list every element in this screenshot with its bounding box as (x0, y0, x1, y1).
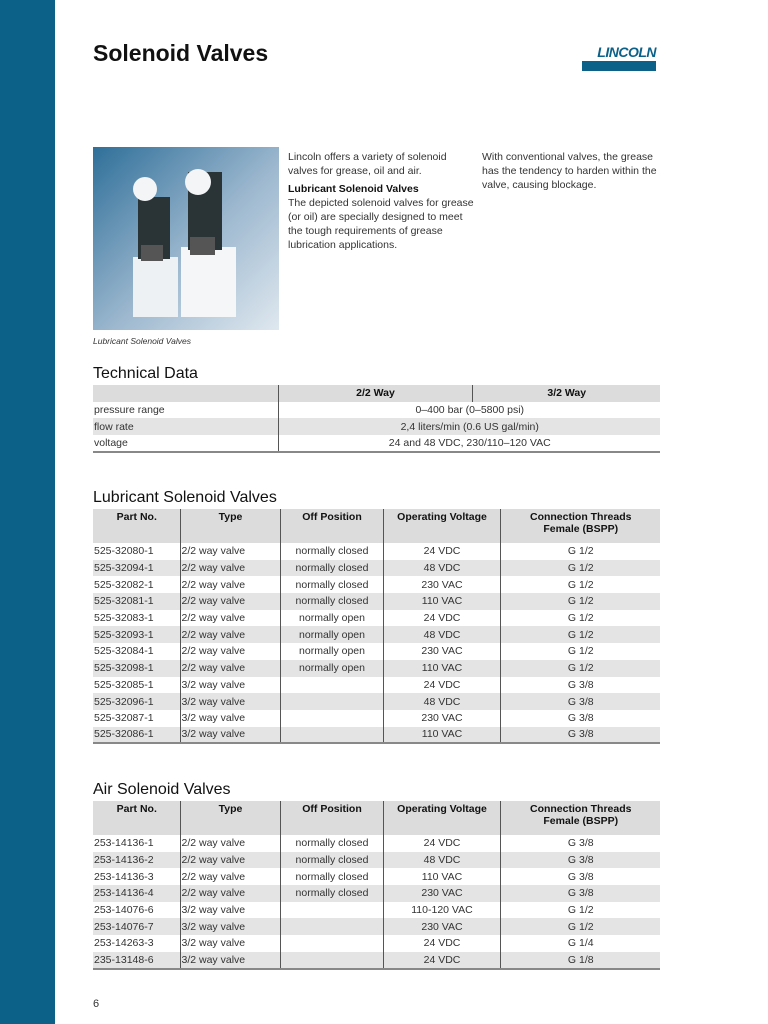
intro-column-1 (288, 150, 478, 252)
cell-off-position (280, 727, 383, 744)
cell-type: 2/2 way valve (180, 610, 280, 627)
cell-type: 3/2 way valve (180, 952, 280, 969)
col-header-type: Type (180, 509, 280, 543)
cell-connection-threads: G 1/2 (500, 626, 660, 643)
table-row (93, 593, 660, 610)
col-header-connection-threads: Connection Threads Female (BSPP) (500, 509, 660, 543)
cell-part-no: 525-32083-1 (94, 612, 154, 625)
table-row (93, 677, 660, 694)
cell-part-no: 525-32098-1 (93, 660, 180, 677)
table-row: voltage 24 and 48 VDC, 230/110–120 VAC (93, 435, 660, 452)
cell-part-no: 253-14076-7 (93, 918, 180, 935)
cell-type: 2/2 way valve (180, 660, 280, 677)
col-header-off-position: Off Position (280, 801, 383, 835)
cell-connection-threads: G 3/8 (500, 852, 660, 869)
cell-part-no: 253-14136-4 (93, 885, 180, 902)
cell-type: 3/2 way valve (180, 693, 280, 710)
cell-part-no: 253-14263-3 (94, 937, 154, 950)
intro-subhead: Lubricant Solenoid Valves (288, 183, 419, 195)
cell-type: 3/2 way valve (180, 935, 280, 952)
table-row: pressure range 0–400 bar (0–5800 psi) (93, 402, 660, 419)
table-row (93, 727, 660, 744)
cell-operating-voltage: 48 VDC (383, 693, 500, 710)
cell-connection-threads: G 3/8 (500, 710, 660, 727)
cell-off-position (280, 693, 383, 710)
cell-operating-voltage: 230 VAC (383, 576, 500, 593)
cell-part-no: 235-13148-6 (93, 952, 180, 969)
cell-operating-voltage: 24 VDC (383, 935, 500, 952)
cell-type: 2/2 way valve (180, 593, 280, 610)
cell-off-position (280, 952, 383, 969)
cell-off-position (280, 710, 383, 727)
col-header-part-no: Part No. (93, 509, 180, 543)
cell-connection-threads: G 1/2 (500, 918, 660, 935)
cell-operating-voltage: 230 VAC (383, 710, 500, 727)
cell-operating-voltage: 110-120 VAC (383, 902, 500, 919)
cell-off-position (280, 935, 383, 952)
table-row (93, 868, 660, 885)
cell-off-position: normally closed (280, 852, 383, 869)
cell-type: 2/2 way valve (180, 868, 280, 885)
table-row (93, 852, 660, 869)
cell-connection-threads: G 1/2 (500, 576, 660, 593)
cell-off-position: normally closed (280, 593, 383, 610)
cell-operating-voltage: 24 VDC (383, 952, 500, 969)
cell-connection-threads: G 1/4 (500, 935, 660, 952)
product-photo (93, 147, 279, 330)
cell-operating-voltage: 230 VAC (383, 885, 500, 902)
header-2-2-way: 2/2 Way (278, 385, 472, 402)
cell-connection-threads: G 3/8 (500, 835, 660, 852)
cell-off-position: normally closed (280, 543, 383, 560)
table-row: flow rate 2,4 liters/min (0.6 US gal/min) (93, 418, 660, 435)
cell-operating-voltage: 110 VAC (383, 727, 500, 744)
col-header-type: Type (180, 801, 280, 835)
cell-connection-threads: G 1/2 (500, 560, 660, 577)
cell-part-no: 253-14136-3 (94, 870, 154, 883)
cell-part-no: 525-32086-1 (93, 727, 180, 744)
cell-off-position: normally closed (280, 560, 383, 577)
sidebar-band (0, 0, 55, 1024)
cell-type: 3/2 way valve (180, 902, 280, 919)
cell-off-position: normally open (280, 610, 383, 627)
cell-type: 3/2 way valve (180, 727, 280, 744)
cell-connection-threads: G 3/8 (500, 677, 660, 694)
cell-part-no: 525-32093-1 (93, 626, 180, 643)
cell-part-no: 525-32080-1 (94, 545, 154, 558)
cell-off-position (280, 902, 383, 919)
cell-part-no: 525-32082-1 (94, 578, 154, 591)
cell-part-no: 525-32096-1 (93, 693, 180, 710)
intro-text: Lincoln offers a variety of solenoid valves for grease, oil and air. (288, 151, 447, 177)
cell-operating-voltage: 48 VDC (383, 560, 500, 577)
cell-type: 2/2 way valve (180, 852, 280, 869)
cell-part-no: 525-32094-1 (93, 560, 180, 577)
table-row (93, 693, 660, 710)
cell-connection-threads: G 3/8 (500, 885, 660, 902)
cell-connection-threads: G 3/8 (500, 868, 660, 885)
cell-operating-voltage: 48 VDC (383, 626, 500, 643)
cell-off-position: normally open (280, 626, 383, 643)
cell-off-position: normally open (280, 660, 383, 677)
cell-type: 2/2 way valve (180, 643, 280, 660)
page-number: 6 (93, 998, 100, 1010)
air-heading: Air Solenoid Valves (93, 781, 231, 798)
cell-connection-threads: G 1/2 (500, 902, 660, 919)
table-row (93, 560, 660, 577)
cell-operating-voltage: 24 VDC (383, 610, 500, 627)
table-row (93, 660, 660, 677)
table-row (93, 626, 660, 643)
cell-off-position (280, 918, 383, 935)
photo-caption: Lubricant Solenoid Valves (93, 336, 191, 346)
cell-type: 2/2 way valve (180, 835, 280, 852)
cell-type: 3/2 way valve (180, 710, 280, 727)
intro-text: The depicted solenoid valves for grease (or oil) are specially designed to meet the tough requirements of grease lubrication applications. (288, 197, 474, 251)
table-row (93, 835, 660, 852)
cell-operating-voltage: 110 VAC (383, 593, 500, 610)
table-row (93, 576, 660, 593)
cell-type: 2/2 way valve (180, 626, 280, 643)
table-row (93, 935, 660, 952)
table-row (93, 885, 660, 902)
cell-part-no: 525-32087-1 (94, 712, 154, 725)
cell-part-no: 253-14076-6 (94, 904, 154, 917)
cell-type: 2/2 way valve (180, 576, 280, 593)
cell-type: 3/2 way valve (180, 918, 280, 935)
cell-operating-voltage: 230 VAC (383, 643, 500, 660)
cell-type: 3/2 way valve (180, 677, 280, 694)
lubricant-heading: Lubricant Solenoid Valves (93, 489, 277, 506)
header-3-2-way: 3/2 Way (472, 385, 660, 402)
cell-operating-voltage: 110 VAC (383, 868, 500, 885)
cell-part-no: 525-32085-1 (94, 678, 154, 691)
cell-type: 2/2 way valve (180, 885, 280, 902)
cell-connection-threads: G 1/8 (500, 952, 660, 969)
cell-part-no: 253-14136-2 (93, 852, 180, 869)
col-header-operating-voltage: Operating Voltage (383, 801, 500, 835)
cell-off-position: normally closed (280, 868, 383, 885)
cell-connection-threads: G 3/8 (500, 693, 660, 710)
table-row (93, 643, 660, 660)
intro-column-2: With conventional valves, the grease has the tendency to harden within the valve, causing blockage. (482, 151, 657, 191)
cell-connection-threads: G 1/2 (500, 610, 660, 627)
cell-type: 2/2 way valve (180, 560, 280, 577)
table-row (93, 918, 660, 935)
cell-operating-voltage: 24 VDC (383, 835, 500, 852)
cell-part-no: 525-32081-1 (93, 593, 180, 610)
air-valves-table (93, 801, 660, 970)
cell-off-position: normally closed (280, 885, 383, 902)
cell-off-position: normally closed (280, 576, 383, 593)
page-title: Solenoid Valves (93, 40, 269, 66)
table-row (93, 952, 660, 969)
table-row (93, 610, 660, 627)
technical-data-heading: Technical Data (93, 365, 198, 382)
col-header-part-no: Part No. (93, 801, 180, 835)
cell-connection-threads: G 1/2 (500, 593, 660, 610)
table-row (93, 710, 660, 727)
cell-part-no: 253-14136-1 (94, 837, 154, 850)
cell-connection-threads: G 3/8 (500, 727, 660, 744)
cell-connection-threads: G 1/2 (500, 643, 660, 660)
col-header-operating-voltage: Operating Voltage (383, 509, 500, 543)
cell-off-position (280, 677, 383, 694)
technical-data-table (93, 385, 660, 453)
cell-operating-voltage: 230 VAC (383, 918, 500, 935)
cell-connection-threads: G 1/2 (500, 660, 660, 677)
col-header-connection-threads: Connection Threads Female (BSPP) (500, 801, 660, 835)
cell-operating-voltage: 24 VDC (383, 677, 500, 694)
cell-part-no: 525-32084-1 (94, 645, 154, 658)
cell-off-position: normally closed (280, 835, 383, 852)
col-header-off-position: Off Position (280, 509, 383, 543)
cell-connection-threads: G 1/2 (500, 543, 660, 560)
cell-off-position: normally open (280, 643, 383, 660)
lincoln-logo: LINCOLN (582, 44, 658, 74)
table-row (93, 902, 660, 919)
cell-operating-voltage: 110 VAC (383, 660, 500, 677)
cell-operating-voltage: 48 VDC (383, 852, 500, 869)
cell-type: 2/2 way valve (180, 543, 280, 560)
lubricant-valves-table (93, 509, 660, 744)
table-row (93, 543, 660, 560)
cell-operating-voltage: 24 VDC (383, 543, 500, 560)
